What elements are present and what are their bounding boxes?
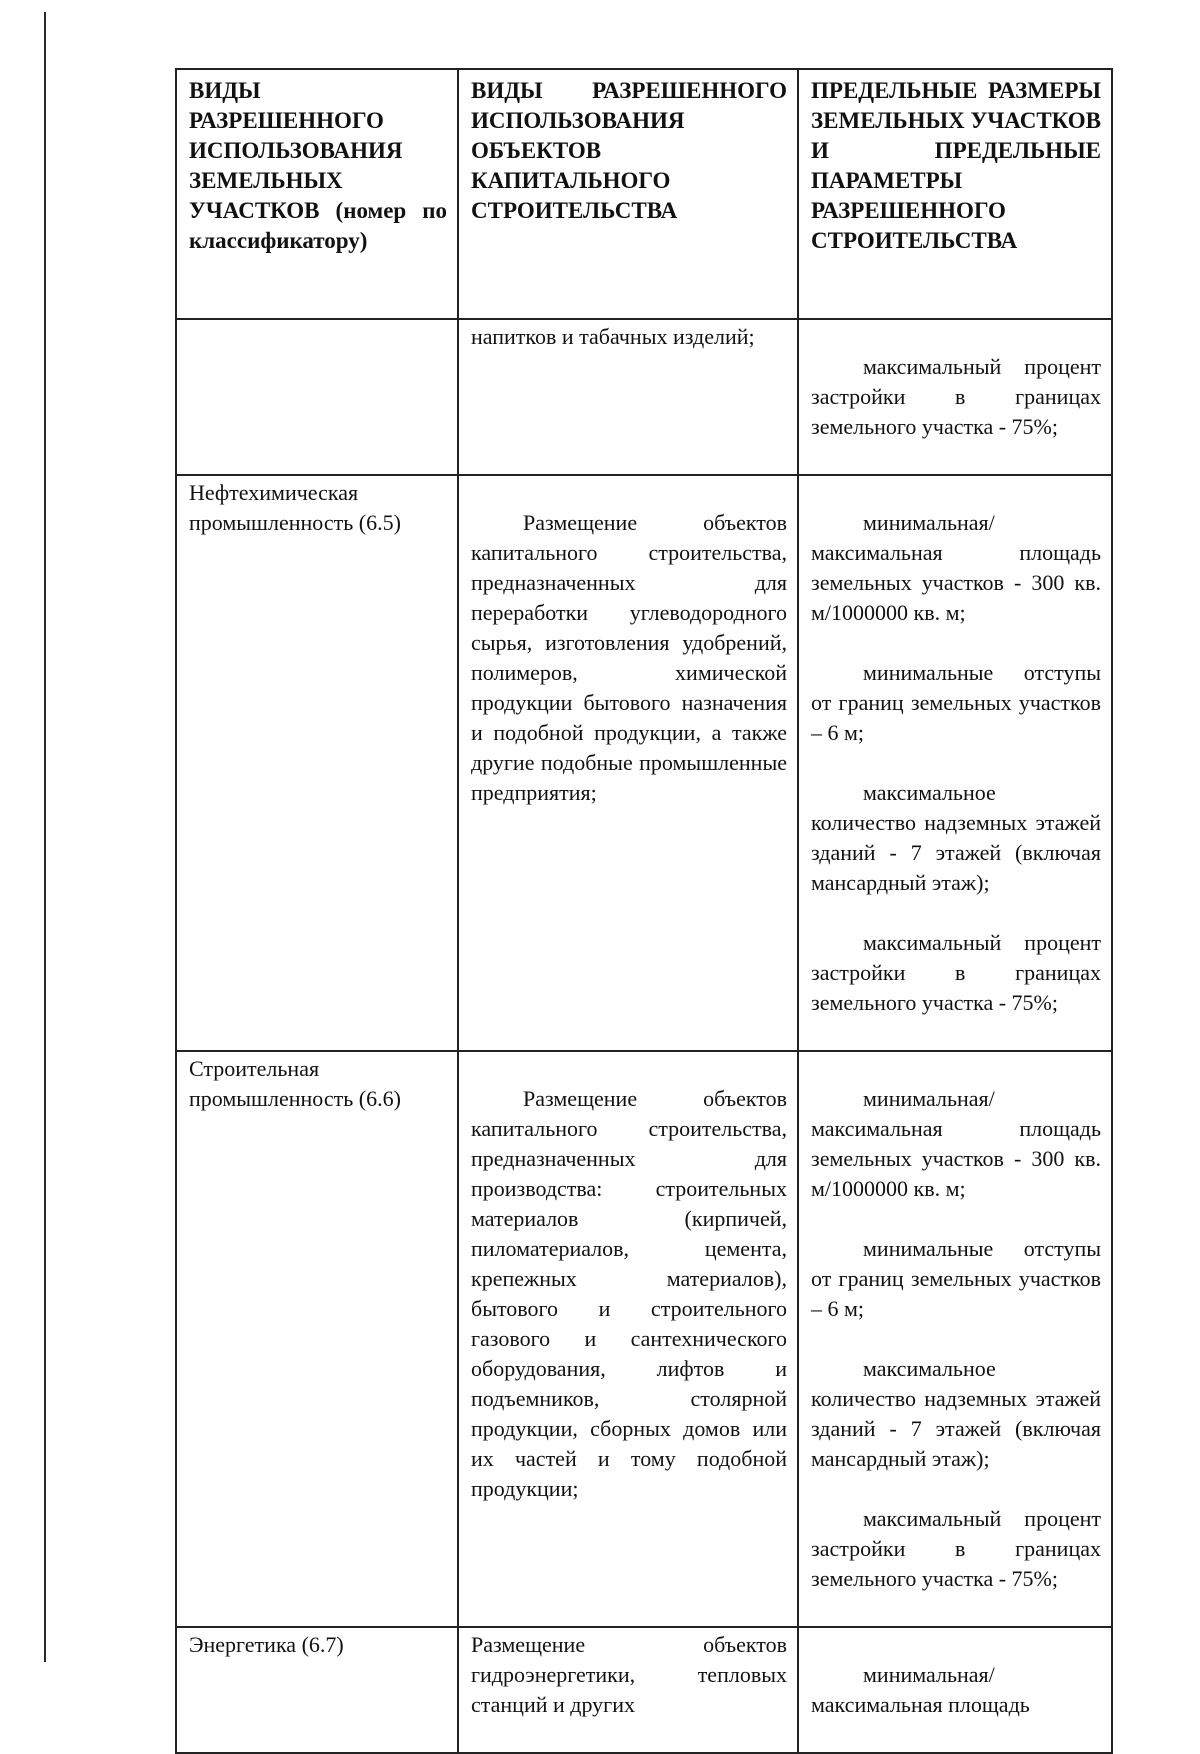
header-land-use: ВИДЫ РАЗРЕШЕННОГО ИСПОЛЬЗОВАНИЯ ЗЕМЕЛЬНЫХ УЧАСТКОВ (номер по классификатору) xyxy=(176,69,458,319)
cell-use xyxy=(176,319,458,475)
objects-text: Размещение объектов капитального строительства, предназначенных для производства: строительных материалов (кирпичей, пиломатериалов, цемента, крепежных материалов), бытового и строительного газового и сантехнического оборудования, лифтов и подъемников, столярной продукции, сборных домов или их частей и тому подобной продукции; xyxy=(471,1086,787,1501)
header-capital-objects: ВИДЫ РАЗРЕШЕННОГО ИСПОЛЬЗОВАНИЯ ОБЪЕКТОВ КАПИТАЛЬНОГО СТРОИТЕЛЬСТВА xyxy=(458,69,798,319)
param-text: максимальное количество надземных этажей зданий - 7 этажей (включая мансардный этаж); xyxy=(811,1356,1101,1471)
cell-params xyxy=(798,1051,1112,1627)
param-text: минимальная/максимальная площадь земельных участков - 300 кв. м/1000000 кв. м; xyxy=(811,1086,1101,1201)
cell-objects: напитков и табачных изделий; xyxy=(458,319,798,475)
table-row xyxy=(176,475,1112,1051)
param-text: минимальные отступы от границ земельных участков – 6 м; xyxy=(811,660,1101,745)
table-row xyxy=(176,1051,1112,1627)
param-text: минимальные отступы от границ земельных участков – 6 м; xyxy=(811,1236,1101,1321)
table-header-row xyxy=(176,69,1112,319)
param-text: максимальный процент застройки в границах земельного участка - 75%; xyxy=(811,354,1101,439)
cell-params xyxy=(798,319,1112,475)
cell-use: Энергетика (6.7) xyxy=(176,1627,458,1753)
param-text: минимальная/максимальная площадь xyxy=(811,1662,1030,1717)
table-row xyxy=(176,319,1112,475)
param-text: максимальный процент застройки в границах земельного участка - 75%; xyxy=(811,1506,1101,1591)
cell-objects xyxy=(458,1051,798,1627)
cell-params xyxy=(798,1627,1112,1753)
cell-use: Нефтехимическая промышленность (6.5) xyxy=(176,475,458,1051)
objects-text: Размещение объектов капитального строительства, предназначенных для переработки углеводородного сырья, изготовления удобрений, полимеров, химической продукции бытового назначения и подобной продукции, а также другие подобные промышленные предприятия; xyxy=(471,510,787,805)
cell-objects xyxy=(458,475,798,1051)
zoning-table xyxy=(175,68,1113,1754)
param-text: минимальная/максимальная площадь земельных участков - 300 кв. м/1000000 кв. м; xyxy=(811,510,1101,625)
left-margin-line xyxy=(44,12,46,1662)
cell-objects: Размещение объектов гидроэнергетики, тепловых станций и других xyxy=(458,1627,798,1753)
param-text: максимальное количество надземных этажей зданий - 7 этажей (включая мансардный этаж); xyxy=(811,780,1101,895)
table-row xyxy=(176,1627,1112,1753)
header-limit-params: ПРЕДЕЛЬНЫЕ РАЗМЕРЫ ЗЕМЕЛЬНЫХ УЧАСТКОВ И ПРЕДЕЛЬНЫЕ ПАРАМЕТРЫ РАЗРЕШЕННОГО СТРОИТЕЛЬСТВА xyxy=(798,69,1112,319)
param-text: максимальный процент застройки в границах земельного участка - 75%; xyxy=(811,930,1101,1015)
cell-params xyxy=(798,475,1112,1051)
cell-use: Строительная промышленность (6.6) xyxy=(176,1051,458,1627)
